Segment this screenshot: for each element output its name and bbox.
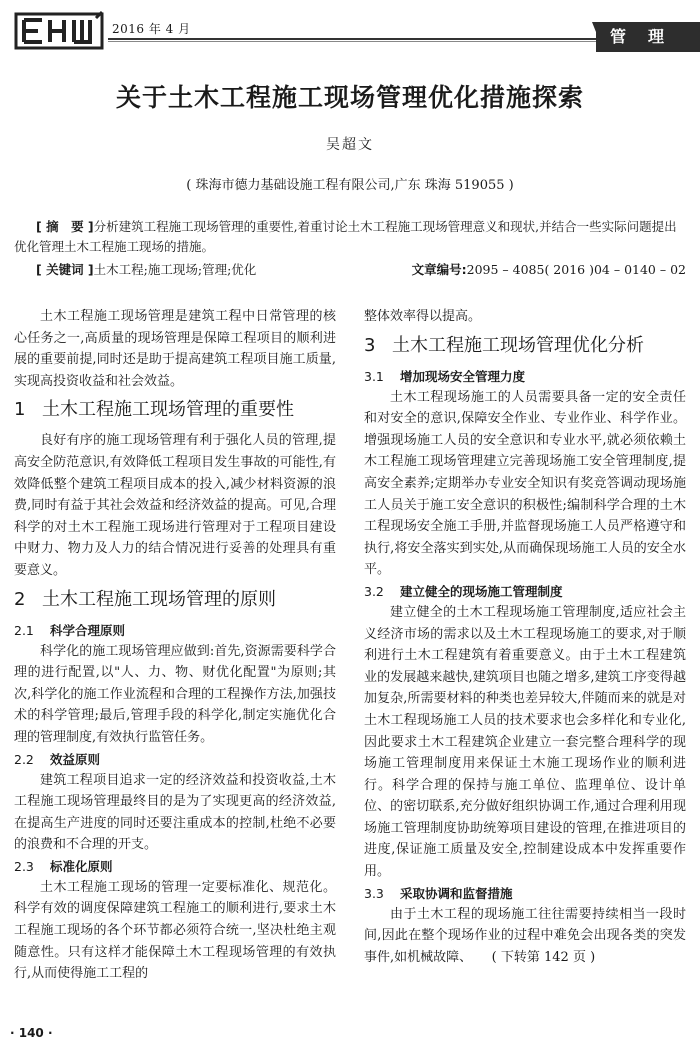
section-2-3-heading: 2.3 标准化原则 xyxy=(14,858,113,874)
right-column xyxy=(364,306,686,1022)
section-2-1-paragraph: 科学化的施工现场管理应做到:首先,资源需要科学合理的进行配置,以"人、力、物、财优化配置"为原则;其次,科学化的施工作业流程和合理的工程操作方法,加强技术的科学管理;最后,管理手段的科学化,制定实施优化合理的管理制度,有效执行监管任务。 xyxy=(14,643,336,745)
header-rule-thin xyxy=(108,41,596,42)
section-3-1-paragraph: 土木工程现场施工的人员需要具备一定的安全责任和对安全的意识,保障安全作业、专业作业、科学作业。增强现场施工人员的安全意识和专业水平,就必须依赖土木工程施工现场管理建立完善现场施工安全管理制度,提高安全素养;定期举办专业安全知识有奖竞答调动现场施工人员关于施工安全意识的积极性;编制科学合理的土木工程现场安全施工手册,并监督现场施工人员严格遵守和执行,将安全落实到实处,从而确保现场施工人员的安全水平。 xyxy=(364,389,686,578)
article-number xyxy=(412,260,686,280)
abstract xyxy=(14,217,688,257)
section-3-heading: 3 土木工程施工现场管理优化分析 xyxy=(364,334,644,356)
section-3-1-heading: 3.1 增加现场安全管理力度 xyxy=(364,368,526,384)
left-column xyxy=(14,306,336,1022)
author-affiliation: ( 珠海市德力基础设施工程有限公司,广东 珠海 519055 ) xyxy=(186,178,514,193)
section-2-heading: 2 土木工程施工现场管理的原则 xyxy=(14,588,276,610)
section-2-2-paragraph: 建筑工程项目追求一定的经济效益和投资收益,土木工程施工现场管理最终目的是为了实现更高的经济效益,在提高生产进度的同时还要注重成本的控制,杜绝不必要的浪费和不合理的开支。 xyxy=(14,772,336,853)
running-header xyxy=(0,0,700,58)
section-2-1-heading: 2.1 科学合理原则 xyxy=(14,622,126,638)
section-3-2-paragraph: 建立健全的土木工程现场施工管理制度,适应社会主义经济市场的需求以及土木工程现场施工的要求,对于顺利进行土木工程建筑有着重要意义。由于土木工程建筑业的发展越来越快,建筑项目也随之增多,建筑工序变得越加复杂,所需要材料的种类也差异较大,伴随而来的就是对土木工程现场施工人员的技术要求也会多样化和专业化,因此要求土木工程建筑企业建立一套完整合理科学的现场施工管理制度用来保证土木施工现场作业的顺利进行。科学合理的保持与施工单位、监理单位、设计单位、的密切联系,充分做好组织协调工作,通过合理利用现场施工管理制度协助统筹项目建设的管理,在推进项目的进度,保证施工质量及安全,控制建设成本中发挥重要作用。 xyxy=(364,604,686,880)
section-2-3-paragraph: 土木工程施工现场的管理一定要标准化、规范化。科学有效的调度保障建筑工程施工的顺利进行,要求土木工程施工现场的各个环节都必须符合统一,坚决杜绝主观随意性。只有这样才能保障土木工程现场管理的有效执行,从而使得施工工程的 xyxy=(14,879,336,982)
continued-note: ( 下转第 142 页 ) xyxy=(491,949,596,965)
section-1-heading: 1 土木工程施工现场管理的重要性 xyxy=(14,399,294,421)
section-3-2-heading: 3.2 建立健全的现场施工管理制度 xyxy=(364,583,563,599)
section-3-3-heading: 3.3 采取协调和监督措施 xyxy=(364,885,513,901)
article-title: 关于土木工程施工现场管理优化措施探索 xyxy=(115,83,584,112)
keywords-text: 土木工程;施工现场;管理;优化 xyxy=(93,262,257,277)
issue-date: 2016 年 4 月 xyxy=(112,22,191,36)
journal-logo xyxy=(14,10,106,52)
section-badge: 管理 xyxy=(596,22,700,52)
author-name: 吴超文 xyxy=(326,137,374,153)
abstract-label: [ 摘 要 ] xyxy=(36,219,94,234)
abstract-text: 分析建筑工程施工现场管理的重要性,着重讨论土木工程施工现场管理意义和现状,并结合一些实际问题提出优化管理土木工程施工现场的措施。 xyxy=(14,219,677,254)
article-number-label: 文章编号: xyxy=(411,262,467,277)
keywords-row xyxy=(36,260,688,280)
page-number: · 140 · xyxy=(10,1026,53,1040)
header-rule xyxy=(108,38,596,40)
intro-paragraph: 土木工程施工现场管理是建筑工程中日常管理的核心任务之一,高质量的现场管理是保障工程项目的顺利进展的重要前提,同时还是助于提高建筑工程项目施工质量,实现高投资收益和社会效益。 xyxy=(14,309,336,389)
section-3-3-paragraph: 由于土木工程的现场施工往往需要持续相当一段时间,因此在整个现场作业的过程中难免会出现各类的突发事件,如机械故障、 ( 下转第 142 页 ) xyxy=(364,906,686,965)
section-1-paragraph: 良好有序的施工现场管理有利于强化人员的管理,提高安全防范意识,有效降低工程项目发生事故的可能性,有效降低整个建筑工程项目成本的投入,减少材料资源的浪费,同时有益于其社会效益和经济效益的提高。可见,合理科学的对土木工程施工现场进行管理对于工程项目建设中财力、物力及人力的结合情况进行妥善的处理具有重要意义。 xyxy=(14,433,336,578)
article-number-value: 2095 – 4085( 2016 )04 – 0140 – 02 xyxy=(466,262,686,277)
section-2-2-heading: 2.2 效益原则 xyxy=(14,751,101,767)
continued-paragraph: 整体效率得以提高。 xyxy=(364,309,482,324)
keywords-label: [ 关键词 ] xyxy=(36,262,94,277)
